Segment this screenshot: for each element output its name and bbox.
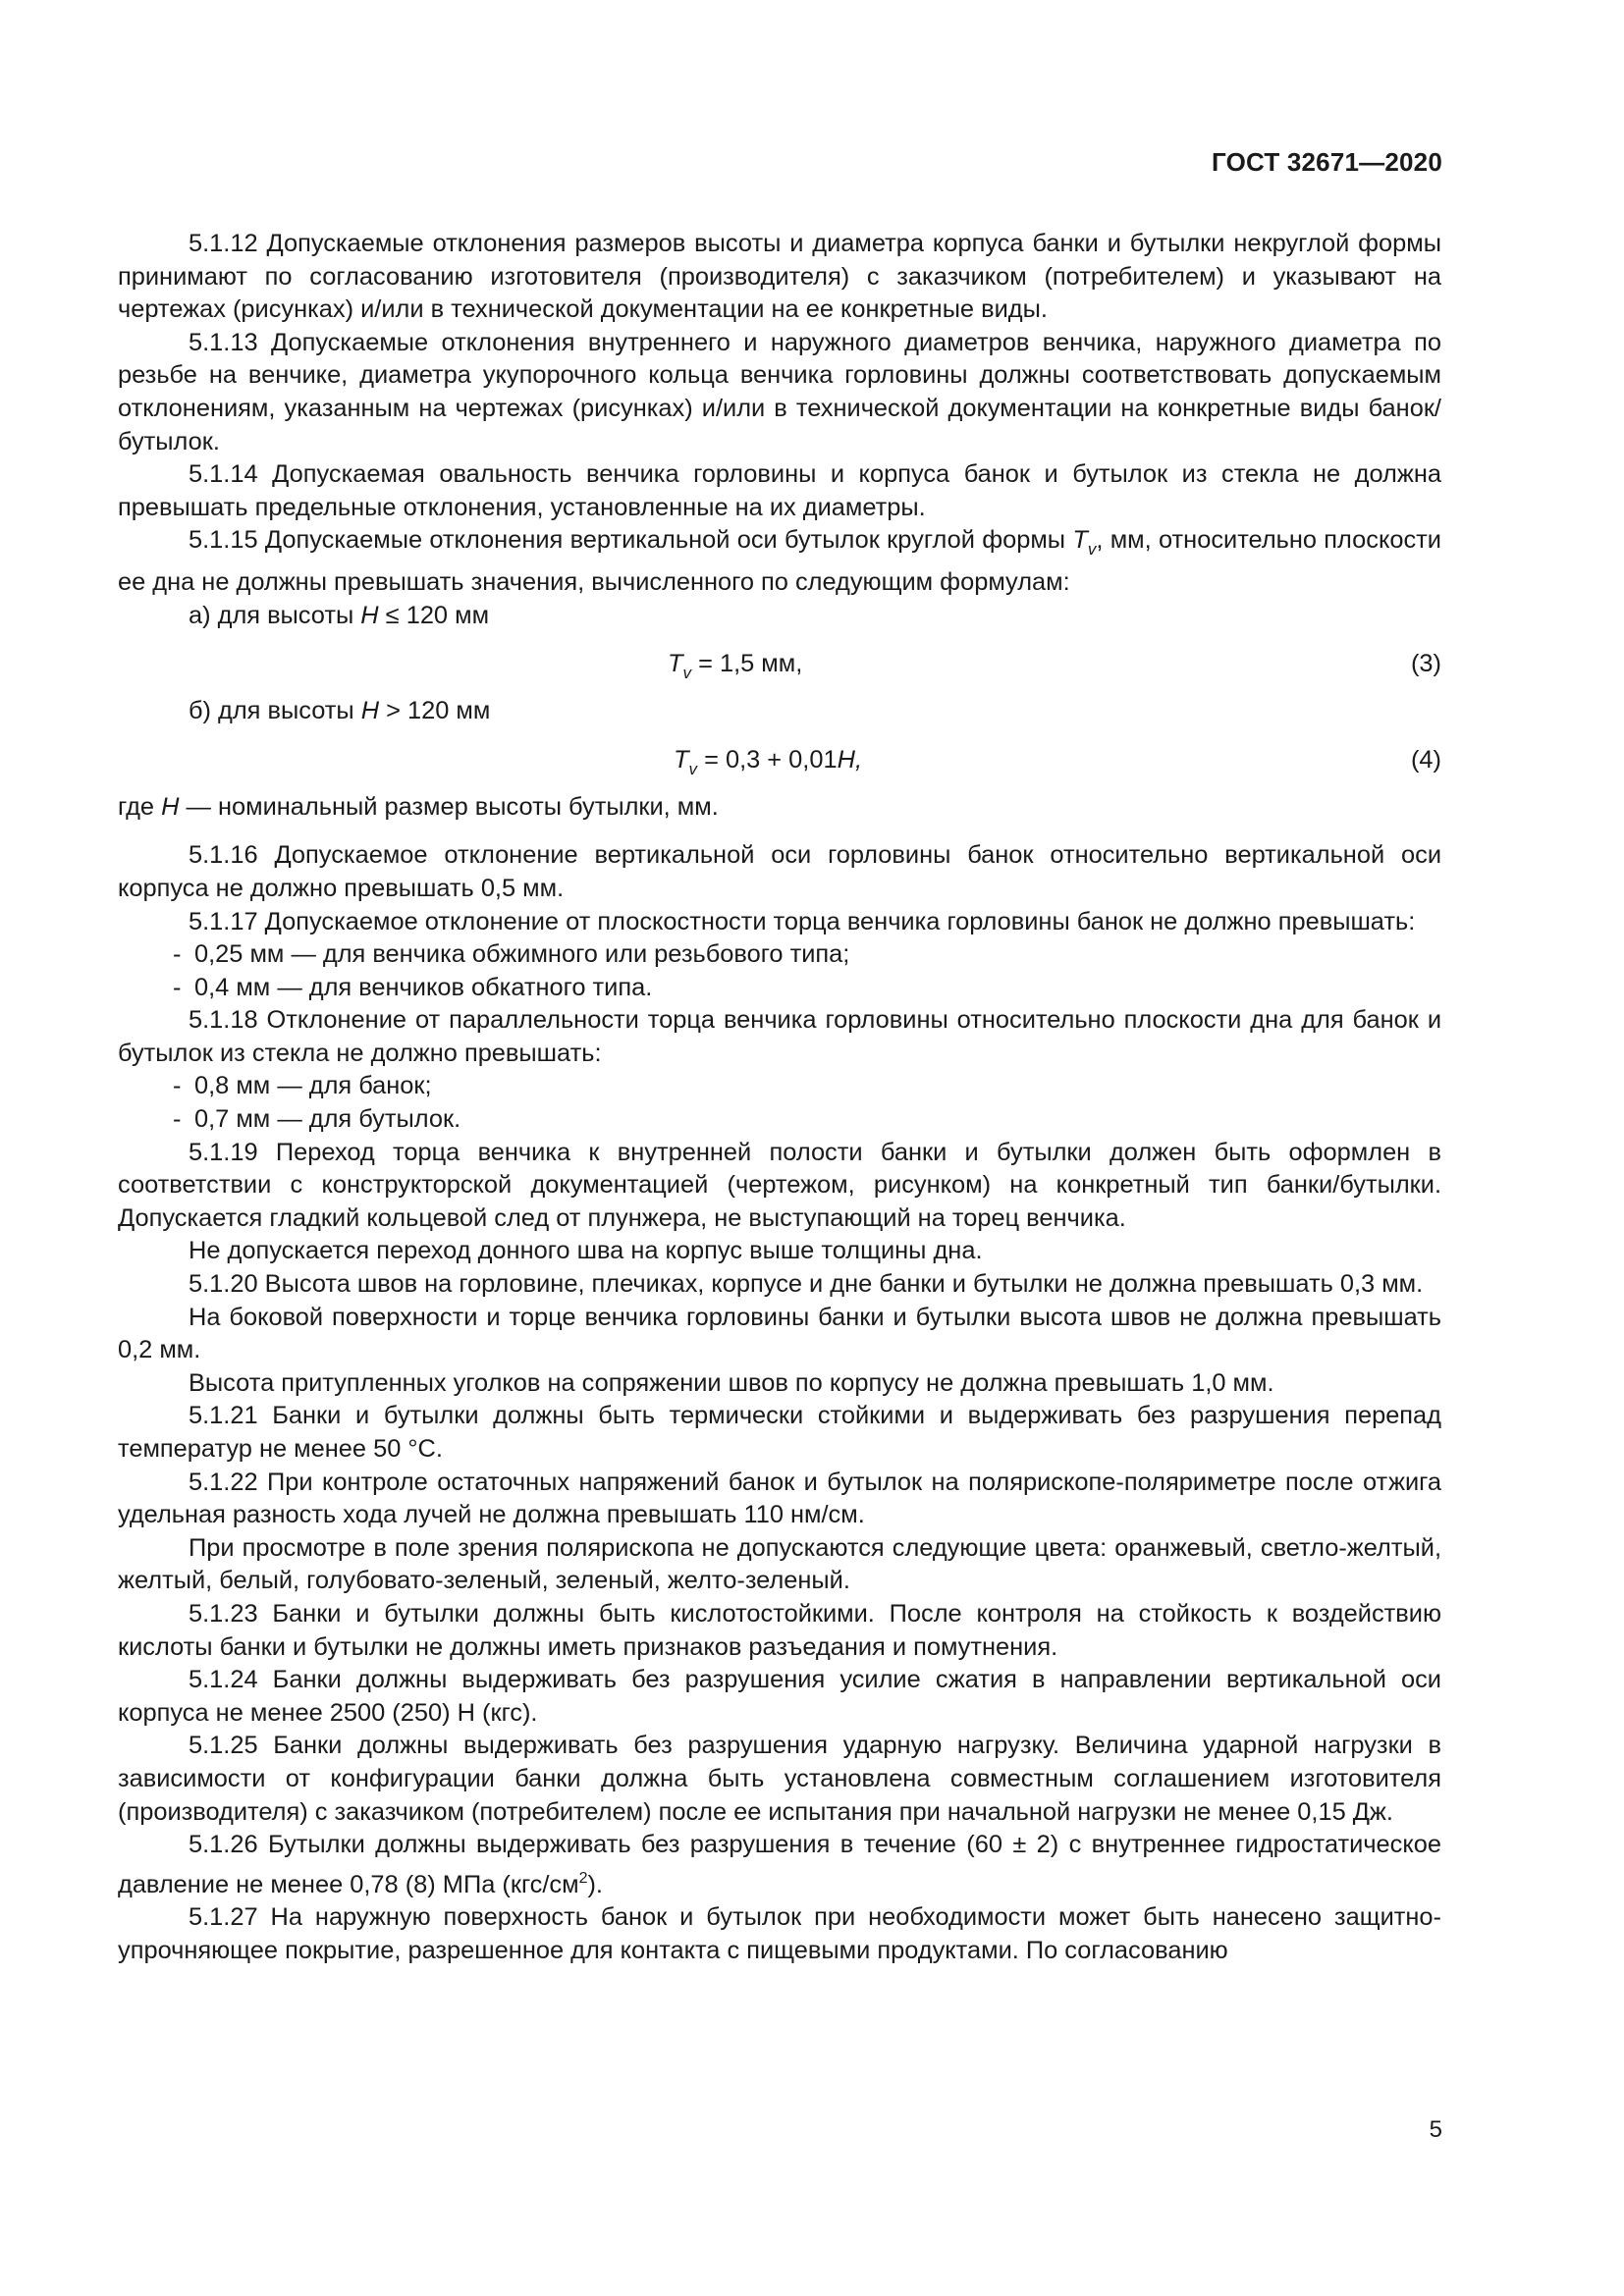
list-item: - 0,4 мм — для венчиков обкатного типа. xyxy=(173,973,653,1001)
symbol-t: T xyxy=(1072,526,1088,555)
clause-5-1-22: 5.1.22 При контроле остаточных напряжений банок и бутылок на полярископе-поляриметре после отжига удельная разность хода лучей не должна превышать 110 нм/см. xyxy=(118,1468,1441,1529)
list-item: - 0,8 мм — для банок; xyxy=(173,1072,432,1100)
clause-5-1-12: 5.1.12 Допускаемые отклонения размеров высоты и диаметра корпуса банки и бутылки некруглой формы принимают по согласованию изготовителя (производителя) с заказчиком (потребителем) и указывают на чертежах (рисунках) и/или в технической документации на ее конкретные виды. xyxy=(118,230,1441,324)
superscript-2: 2 xyxy=(578,1869,588,1887)
clause-5-1-26-text-a: 5.1.26 Бутылки должны выдерживать без разрушения в течение (60 ± 2) с внутреннее гидростатическое давление не менее 0,78 (8) МПа (кгс/см xyxy=(118,1831,1441,1898)
clause-5-1-23: 5.1.23 Банки и бутылки должны быть кислотостойкими. После контроля на стойкость к воздействию кислоты банки и бутылки не должны иметь признаков разъедания и помутнения. xyxy=(118,1599,1441,1661)
formula-3-subscript: v xyxy=(682,664,692,683)
clause-5-1-20-c: Высота притупленных уголков на сопряжении швов по корпусу не должна превышать 1,0 мм. xyxy=(189,1368,1274,1397)
document-body xyxy=(118,228,1441,1968)
case-a xyxy=(118,600,1441,633)
list-item: - 0,25 мм — для венчика обжимного или резьбового типа; xyxy=(173,940,850,969)
clause-5-1-27: 5.1.27 На наружную поверхность банок и бутылок при необходимости может быть нанесено защитно-упрочняющее покрытие, разрешенное для контакта с пищевыми продуктами. По согласованию xyxy=(118,1903,1441,1964)
document-header-code: ГОСТ 32671—2020 xyxy=(1212,147,1442,177)
clause-5-1-20-b: На боковой поверхности и торце венчика горловины банки и бутылки высота швов не должна превышать 0,2 мм. xyxy=(118,1303,1441,1364)
clause-5-1-17: 5.1.17 Допускаемое отклонение от плоскостности торца венчика горловины банок не должно превышать: xyxy=(189,907,1416,935)
spacer xyxy=(118,824,1441,839)
case-a-symbol: H xyxy=(360,601,379,629)
where-text-a: где xyxy=(118,792,155,821)
clause-5-1-26 xyxy=(118,1829,1441,1901)
clause-5-1-21: 5.1.21 Банки и бутылки должны быть термически стойкими и выдерживать без разрушения перепад температур не менее 50 °С. xyxy=(118,1402,1441,1463)
list-item-text: 0,7 мм — для бутылок. xyxy=(194,1105,461,1134)
clause-5-1-15-text-b: , мм, относительно плоскости ее дна не должны превышать значения, вычисленного по следующим формулам: xyxy=(118,526,1441,596)
formula-4-variable: H, xyxy=(837,745,863,774)
formula-3-rest: = 1,5 мм, xyxy=(691,650,803,678)
formula-3 xyxy=(118,632,1441,695)
symbol-v-subscript: v xyxy=(1087,540,1097,560)
clause-5-1-20: 5.1.20 Высота швов на горловине, плечиках, корпусе и дне банки и бутылки не должна превышать 0,3 мм. xyxy=(189,1270,1424,1299)
formula-4-rest: = 0,3 + 0,01 xyxy=(697,745,838,774)
case-b-condition: > 120 мм xyxy=(386,697,491,725)
list-item-text: 0,8 мм — для банок; xyxy=(194,1072,432,1100)
clause-5-1-19-b: Не допускается переход донного шва на корпус выше толщины дна. xyxy=(189,1237,983,1265)
page-number: 5 xyxy=(1429,2116,1442,2143)
formula-3-number: (3) xyxy=(1410,650,1441,678)
formula-3-symbol: T xyxy=(668,650,683,678)
clause-5-1-24: 5.1.24 Банки должны выдерживать без разрушения усилие сжатия в направлении вертикальной оси корпуса не менее 2500 (250) Н (кгс). xyxy=(118,1666,1441,1727)
case-b-symbol: H xyxy=(360,697,380,725)
where-symbol: H xyxy=(161,792,180,821)
case-a-text: а) для высоты xyxy=(189,601,354,629)
where-text-b: — номинальный размер высоты бутылки, мм. xyxy=(186,792,719,821)
clause-5-1-22-b: При просмотре в поле зрения полярископа не допускаются следующие цвета: оранжевый, светло-желтый, желтый, белый, голубовато-зеленый, зеленый, желто-зеленый. xyxy=(118,1533,1441,1595)
list-item: - 0,7 мм — для бутылок. xyxy=(173,1105,461,1134)
formula-4-number: (4) xyxy=(1410,745,1441,774)
clause-5-1-25: 5.1.25 Банки должны выдерживать без разрушения ударную нагрузку. Величина ударной нагрузки в зависимости от конфигурации банки должна быть установлена совместным соглашением изготовителя (производителя) с заказчиком (потребителем) после ее испытания при начальной нагрузки не менее 0,15 Дж. xyxy=(118,1732,1441,1826)
clause-5-1-15 xyxy=(118,524,1441,599)
formula-4 xyxy=(118,728,1441,791)
formula-4-expression xyxy=(674,728,862,801)
clause-5-1-26-text-b: ). xyxy=(587,1870,603,1898)
formula-4-symbol: T xyxy=(674,745,689,774)
clause-5-1-15-text-a: 5.1.15 Допускаемые отклонения вертикальной оси бутылок круглой формы xyxy=(189,526,1066,555)
formula-4-subscript: v xyxy=(688,759,698,778)
case-a-condition: ≤ 120 мм xyxy=(385,601,490,629)
clause-5-1-18: 5.1.18 Отклонение от параллельности торца венчика горловины относительно плоскости дна для банок и бутылок из стекла не должно превышать: xyxy=(118,1006,1441,1067)
clause-5-1-14: 5.1.14 Допускаемая овальность венчика горловины и корпуса банок и бутылок из стекла не должна превышать предельные отклонения, установленные на их диаметры. xyxy=(118,460,1441,521)
formula-3-expression xyxy=(668,632,802,705)
clause-5-1-13: 5.1.13 Допускаемые отклонения внутреннего и наружного диаметров венчика, наружного диаметра по резьбе на венчике, диаметра укупорочного кольца венчика горловины должны соответствовать допускаемым отклонениям, указанным на чертежах (рисунках) и/или в технической документации на конкретные виды банок/бутылок. xyxy=(118,328,1441,455)
clause-5-1-19: 5.1.19 Переход торца венчика к внутренней полости банки и бутылки должен быть оформлен в соответствии с конструкторской документацией (чертежом, рисунком) на конкретный тип банки/бутылки. Допускается гладкий кольцевой след от плунжера, не выступающий на торец венчика. xyxy=(118,1138,1441,1232)
list-item-text: 0,25 мм — для венчика обжимного или резьбового типа; xyxy=(194,940,850,969)
list-item-text: 0,4 мм — для венчиков обкатного типа. xyxy=(194,973,653,1001)
case-b-text: б) для высоты xyxy=(189,697,354,725)
clause-5-1-16: 5.1.16 Допускаемое отклонение вертикальной оси горловины банок относительно вертикальной оси корпуса не должно превышать 0,5 мм. xyxy=(118,841,1441,902)
